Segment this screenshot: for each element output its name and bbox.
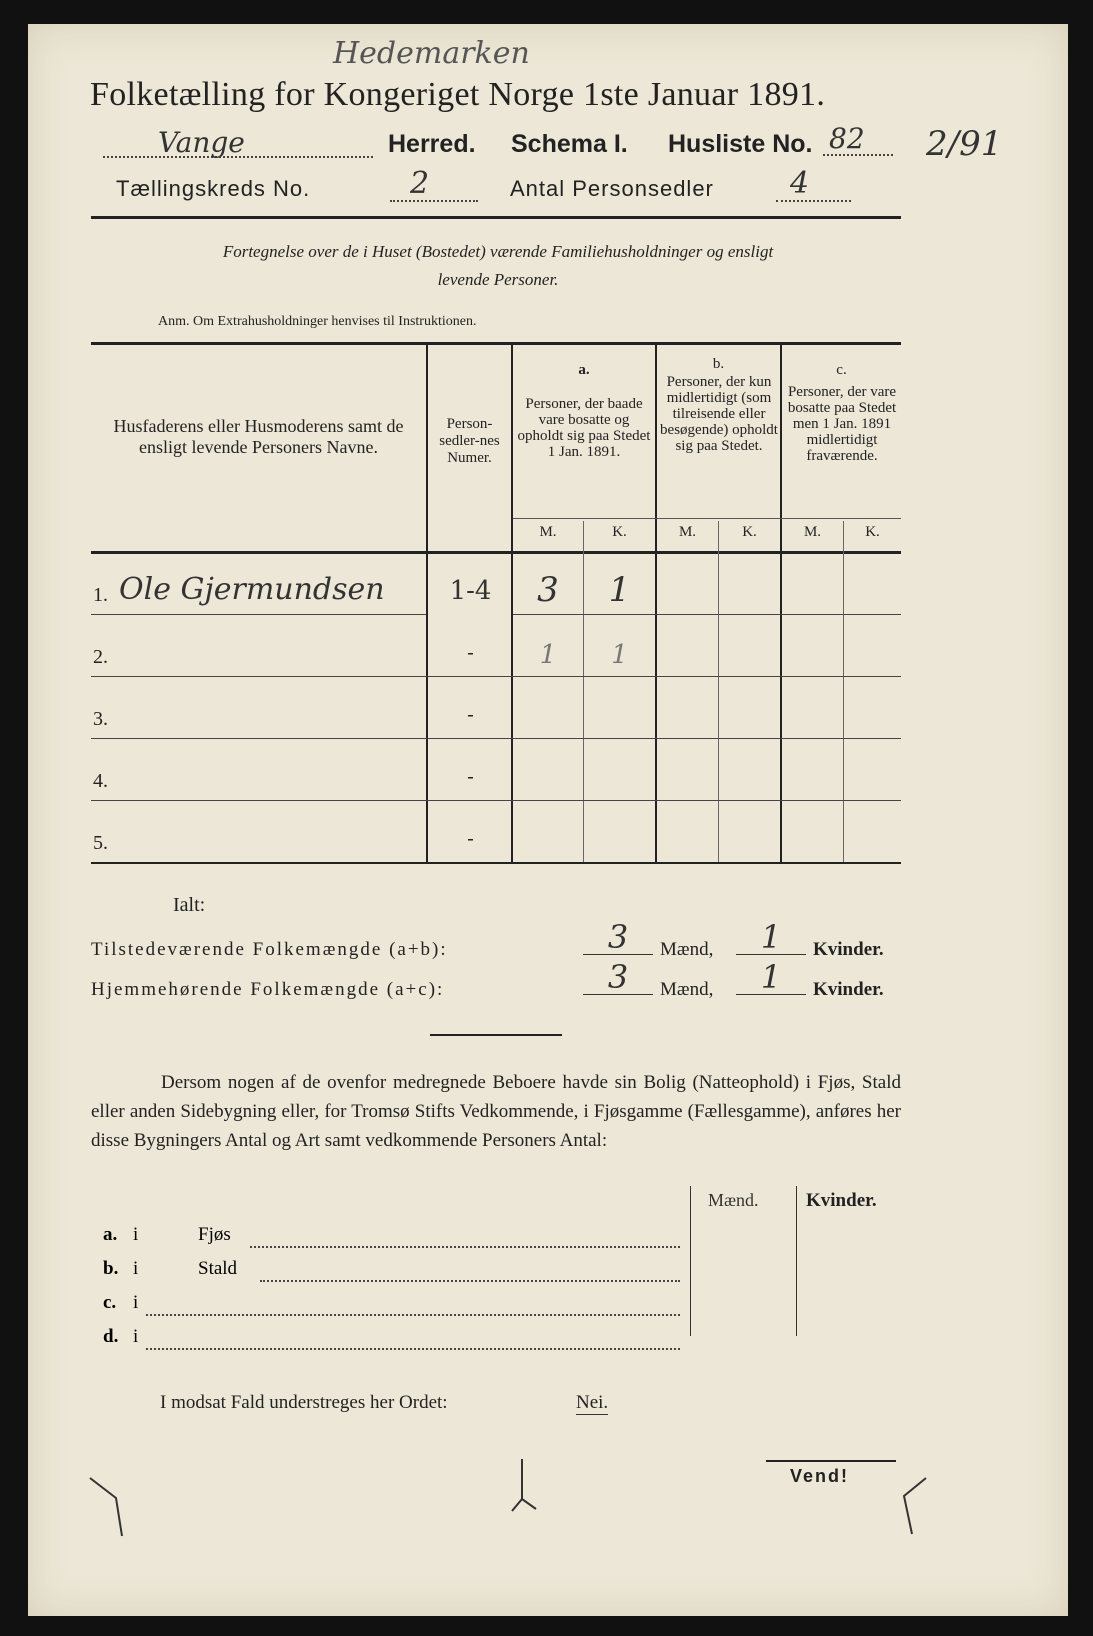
- col-a-k-label: K.: [612, 524, 627, 540]
- section-divider: [430, 1034, 562, 1036]
- row-person-numbers: -: [467, 702, 474, 726]
- anm-note: Anm. Om Extrahusholdninger henvises til Instruktionen.: [158, 314, 477, 329]
- bolig-row-i: i: [133, 1326, 139, 1347]
- bolig-paragraph: Dersom nogen af de ovenfor medregnede Beboere havde sin Bolig (Natteophold) i Fjøs, Stald eller anden Sidebygning eller, for Tromsø Stifts Vedkommende, i Fjøsgamme (Fællesgamme), anføres her disse Bygningers Antal og Art samt vedkommende Personers Antal:: [91, 1072, 901, 1151]
- row-underline: [91, 738, 901, 739]
- bolig-row-dotted-line: [260, 1280, 680, 1282]
- tilstede-kvinder-field[interactable]: [736, 918, 808, 960]
- bolig-row-label: Fjøs: [198, 1224, 231, 1245]
- ialt-label: Ialt:: [173, 894, 206, 916]
- hjemme-maend-field[interactable]: [583, 958, 655, 1000]
- col-c-m-label: M.: [803, 524, 822, 540]
- col-c-header: Personer, der vare bosatte paa Stedet men 1 Jan. 1891 midlertidigt fraværende.: [787, 384, 897, 464]
- form-title: Folketælling for Kongeriget Norge 1ste Januar 1891.: [90, 76, 826, 113]
- row-underline: [91, 614, 426, 615]
- row-number: 4.: [93, 770, 108, 792]
- table-row[interactable]: [91, 678, 901, 740]
- corner-mark-left-icon: [88, 1474, 148, 1544]
- row-number: 5.: [93, 832, 108, 854]
- col-b-k-label: K.: [742, 524, 757, 540]
- vend-text: Vend!: [790, 1466, 850, 1486]
- husliste-field[interactable]: [823, 122, 903, 158]
- kreds-dotted-line: [390, 200, 478, 202]
- bolig-row-dotted-line: [146, 1348, 680, 1350]
- col-name-header: Husfaderens eller Husmoderens samt de ensligt levende Personers Navne.: [113, 416, 404, 457]
- bolig-row-i: i: [133, 1292, 139, 1313]
- bolig-kvinder-header: Kvinder.: [806, 1190, 877, 1211]
- bolig-row-dotted-line: [250, 1246, 680, 1248]
- hjemme-label: Hjemmehørende Folkemængde (a+c):: [91, 979, 445, 1000]
- table-row[interactable]: [91, 616, 901, 678]
- bolig-row-dotted-line: [146, 1314, 680, 1316]
- col-b-letter: b.: [712, 356, 725, 372]
- center-mark-icon: [498, 1459, 548, 1519]
- row-number: 1.: [93, 584, 108, 606]
- region-handwriting: Hedemarken: [333, 36, 530, 71]
- mk-subheader-rule: [513, 518, 901, 519]
- herred-label: Herred.: [388, 130, 476, 158]
- hjemme-kvinder-label: Kvinder.: [813, 979, 884, 1000]
- antal-value: 4: [790, 166, 810, 201]
- row-underline: [91, 800, 901, 801]
- row-underline: [91, 676, 901, 677]
- bolig-col-divider-1: [690, 1186, 691, 1336]
- col-a-header: Personer, der baade vare bosatte og opholdt sig paa Stedet 1 Jan. 1891.: [517, 396, 651, 460]
- bolig-row[interactable]: [100, 1224, 690, 1256]
- table-row[interactable]: [91, 554, 901, 616]
- husliste-value: 82: [829, 122, 865, 155]
- row-person-numbers: -: [467, 826, 474, 850]
- row-a-maend: 1: [539, 640, 557, 670]
- kreds-field[interactable]: [390, 166, 480, 204]
- row-a-kvinder: 1: [611, 640, 628, 670]
- col-c-k-label: K.: [865, 524, 880, 540]
- bolig-row-letter: b.: [103, 1258, 119, 1279]
- antal-dotted-line: [776, 200, 851, 202]
- tilstede-maend-field[interactable]: [583, 918, 655, 960]
- row-number: 3.: [93, 708, 108, 730]
- bolig-row[interactable]: [100, 1292, 690, 1324]
- bolig-row[interactable]: [100, 1326, 690, 1358]
- tilstede-maend-value: 3: [607, 918, 629, 956]
- herred-value: Vange: [158, 126, 245, 159]
- intro-line-1: Fortegnelse over de i Huset (Bostedet) værende Familiehusholdninger og ensligt: [222, 242, 774, 261]
- tilstede-maend-label: Mænd,: [660, 939, 714, 960]
- antal-label: Antal Personsedler: [510, 176, 714, 201]
- hjemme-kvinder-value: 1: [760, 958, 782, 996]
- col-c-letter: c.: [836, 362, 847, 378]
- hjemme-maend-value: 3: [607, 958, 629, 996]
- row-a-kvinder: 1: [608, 570, 631, 610]
- col-a-m-label: M.: [539, 524, 557, 540]
- tilstede-label: Tilstedeværende Folkemængde (a+b):: [91, 939, 448, 960]
- nei-word[interactable]: Nei.: [576, 1392, 609, 1413]
- bolig-row-letter: d.: [103, 1326, 119, 1347]
- hjemme-maend-label: Mænd,: [660, 979, 714, 1000]
- col-a-letter: a.: [578, 362, 590, 378]
- bolig-maend-header: Mænd.: [708, 1190, 759, 1210]
- corner-mark-right-icon: [886, 1474, 936, 1544]
- tilstede-kvinder-value: 1: [760, 918, 782, 956]
- bolig-row-letter: a.: [103, 1224, 118, 1245]
- bolig-row-i: i: [133, 1224, 139, 1245]
- table-row[interactable]: [91, 740, 901, 802]
- bolig-row[interactable]: [100, 1258, 690, 1290]
- row-underline-values: [513, 614, 901, 615]
- col-b-header: Personer, der kun midlertidigt (som tilreisende eller besøgende) opholdt sig paa Stedet.: [660, 374, 778, 454]
- bolig-row-label: Stald: [198, 1258, 238, 1279]
- census-form-page: [28, 24, 1068, 1616]
- herred-field[interactable]: [103, 126, 378, 160]
- col-b-m-label: M.: [678, 524, 697, 540]
- row-a-maend: 3: [537, 570, 559, 610]
- vend-rule: [766, 1460, 896, 1462]
- col-num-header: Person-sedler-nes Numer.: [439, 416, 500, 466]
- table-bottom-rule: [91, 862, 901, 864]
- row-person-numbers: -: [467, 640, 474, 664]
- kreds-value: 2: [410, 166, 430, 201]
- intro-line-2: levende Personer.: [437, 270, 559, 289]
- husliste-label: Husliste No.: [668, 130, 813, 158]
- modsat-text: I modsat Fald understreges her Ordet:: [160, 1392, 448, 1413]
- tilstede-kvinder-label: Kvinder.: [813, 939, 884, 960]
- bolig-row-letter: c.: [103, 1292, 117, 1313]
- bolig-row-i: i: [133, 1258, 139, 1279]
- header-rule: [91, 216, 901, 219]
- row-person-numbers: -: [467, 764, 474, 788]
- schema-label: Schema I.: [511, 130, 628, 158]
- hjemme-kvinder-field[interactable]: [736, 958, 808, 1000]
- bolig-col-divider-2: [796, 1186, 797, 1336]
- margin-note: 2/91: [926, 124, 1003, 164]
- kreds-label: Tællingskreds No.: [116, 176, 311, 201]
- row-number: 2.: [93, 646, 108, 668]
- table-row[interactable]: [91, 802, 901, 862]
- row-name: Ole Gjermundsen: [119, 572, 385, 607]
- antal-field[interactable]: [776, 166, 856, 204]
- row-person-numbers: 1-4: [449, 576, 492, 606]
